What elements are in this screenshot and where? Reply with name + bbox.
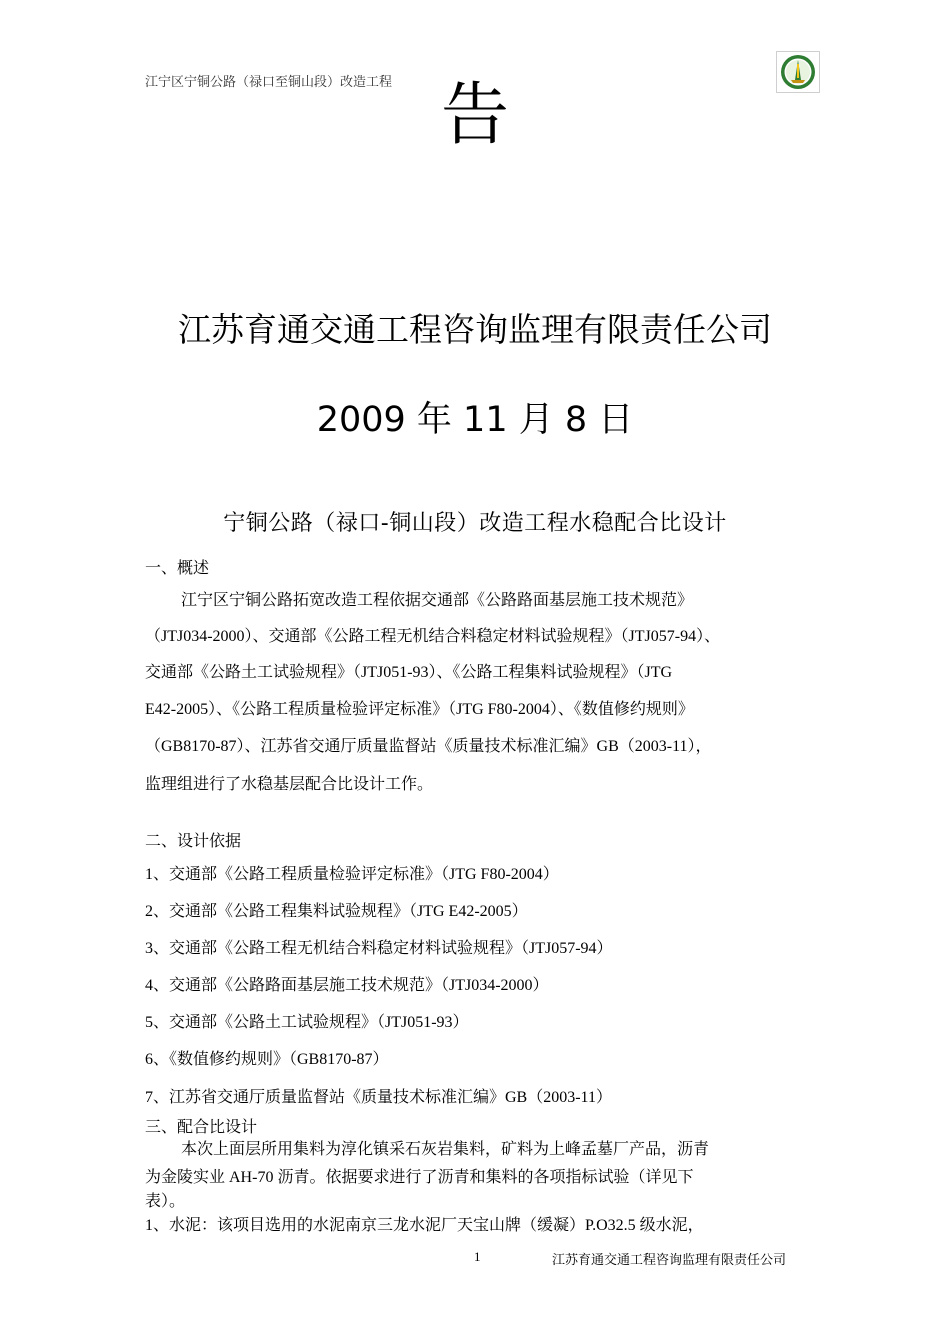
section3-line-3: 表）。 <box>145 1193 186 1210</box>
cover-large-character: 告 <box>440 76 509 155</box>
section1-line-1: 江宁区宁铜公路拓宽改造工程依据交通部《公路路面基层施工技术规范》 <box>181 592 694 609</box>
cover-report-date: 2009 年 11 月 8 日 <box>316 400 634 440</box>
footer-page-number: 1 <box>474 1249 481 1264</box>
section3-item-1: 1、水泥：该项目选用的水泥南京三龙水泥厂天宝山牌（缓凝）P.O32.5 级水泥， <box>145 1217 704 1234</box>
section2-item-7: 7、江苏省交通厅质量监督站《质量技术标准汇编》GB（2003-11） <box>145 1089 612 1106</box>
section2-item-3: 3、交通部《公路工程无机结合料稳定材料试验规程》（JTJ057-94） <box>145 940 613 957</box>
cover-company-name: 江苏育通交通工程咨询监理有限责任公司 <box>178 310 772 349</box>
section2-item-5: 5、交通部《公路土工试验规程》（JTJ051-93） <box>145 1014 469 1031</box>
section2-heading: 二、设计依据 <box>145 833 242 850</box>
section1-line-4: E42-2005）、《公路工程质量检验评定标准》（JTG F80-2004）、《数值修约规则》 <box>145 701 694 718</box>
section3-heading: 三、配合比设计 <box>145 1119 258 1136</box>
section2-item-6: 6、《数值修约规则》（GB8170-87） <box>145 1051 389 1068</box>
section1-line-3: 交通部《公路土工试验规程》（JTJ051-93）、《公路工程集料试验规程》（JTG <box>145 664 673 681</box>
section2-item-1: 1、交通部《公路工程质量检验评定标准》（JTG F80-2004） <box>145 866 559 883</box>
section3-line-1: 本次上面层所用集料为淳化镇采石灰岩集料，矿料为上峰孟墓厂产品，沥青 <box>181 1141 710 1158</box>
section2-item-2: 2、交通部《公路工程集料试验规程》（JTG E42-2005） <box>145 903 528 920</box>
section1-line-6: 监理组进行了水稳基层配合比设计工作。 <box>145 776 434 793</box>
section1-line-5: （GB8170-87）、江苏省交通厅质量监督站《质量技术标准汇编》GB（2003-11）， <box>145 738 712 755</box>
footer-company-name: 江苏育通交通工程咨询监理有限责任公司 <box>552 1252 787 1267</box>
section1-heading: 一、概述 <box>145 560 210 577</box>
document-title: 宁铜公路（禄口-铜山段）改造工程水稳配合比设计 <box>223 511 727 536</box>
section3-line-2: 为金陵实业 AH-70 沥青。依据要求进行了沥青和集料的各项指标试验（详见下 <box>145 1169 694 1186</box>
section1-line-2: （JTJ034-2000）、交通部《公路工程无机结合料稳定材料试验规程》（JTJ057-94）、 <box>145 628 721 645</box>
section2-item-4: 4、交通部《公路路面基层施工技术规范》（JTJ034-2000） <box>145 977 549 994</box>
header-project-title: 江宁区宁铜公路（禄口至铜山段）改造工程 <box>145 74 393 89</box>
